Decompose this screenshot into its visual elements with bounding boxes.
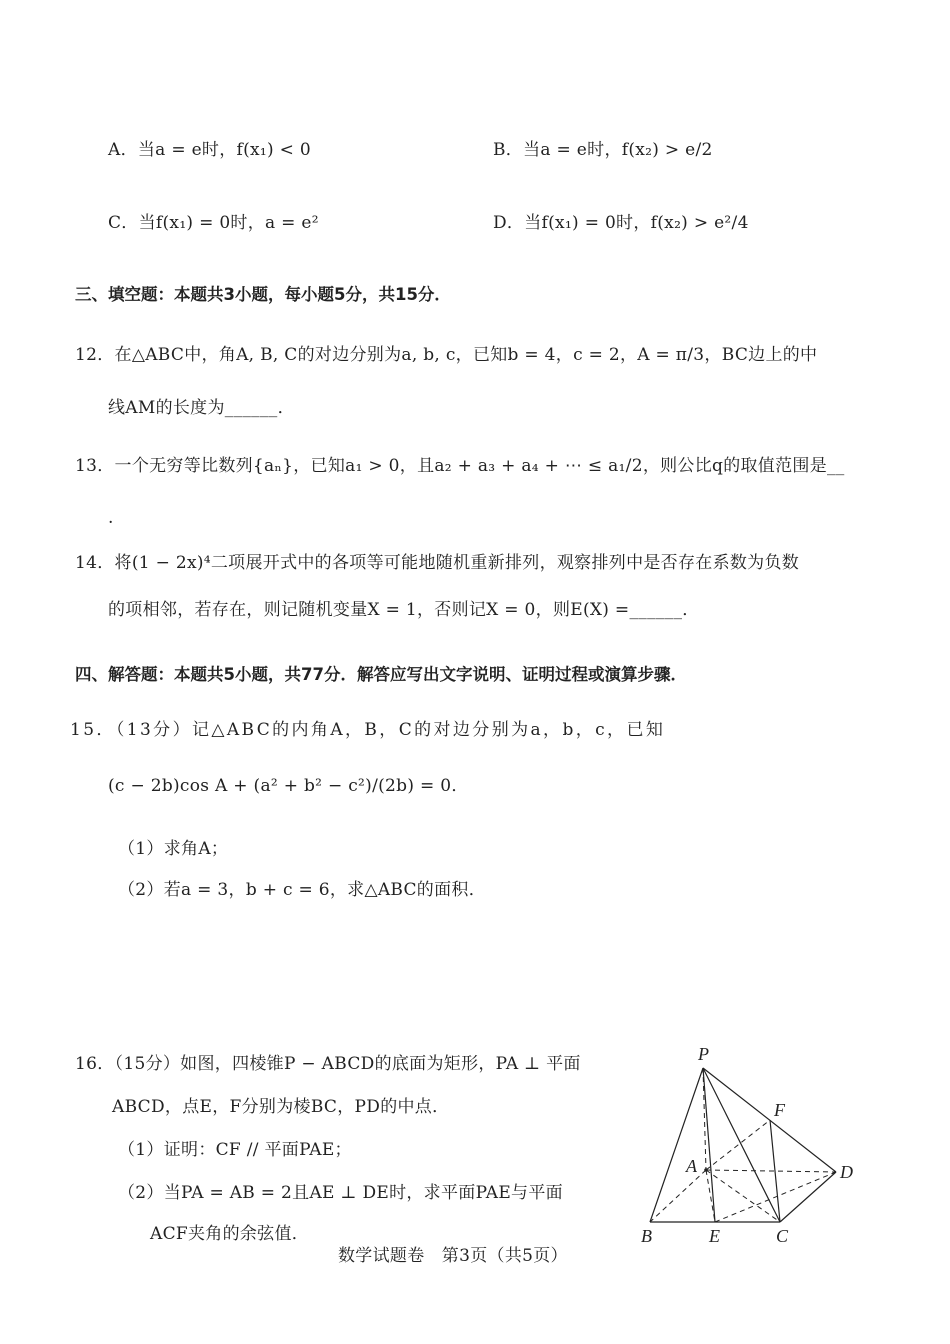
q16-part1: （1）证明：CF // 平面PAE； (118, 1140, 352, 1160)
q16-part2: （2）当PA = AB = 2且AE ⊥ DE时，求平面PAE与平面 (118, 1183, 563, 1203)
q16-part3: ACF夹角的余弦值． (150, 1224, 310, 1244)
option-c: C．当f(x₁) = 0时，a = e² (108, 213, 319, 233)
label-p: P (698, 1044, 709, 1064)
q16-line2: ABCD，点E，F分别为棱BC，PD的中点． (112, 1097, 450, 1117)
segment-pe (703, 1068, 715, 1222)
section-4-heading: 四、解答题：本题共5小题，共77分．解答应写出文字说明、证明过程或演算步骤． (75, 665, 687, 684)
q15-line2: (c − 2b)cos A + (a² + b² − c²)/(2b) = 0． (108, 776, 469, 796)
label-d: D (840, 1162, 853, 1182)
edge-ad (706, 1170, 836, 1172)
q15-line1: 15．（13分）记△ABC的内角A，B，C的对边分别为a，b，c，已知 (70, 720, 666, 740)
label-c: C (776, 1226, 789, 1246)
section-3-heading: 三、填空题：本题共3小题，每小题5分，共15分． (75, 285, 451, 304)
q13-line1: 13．一个无穷等比数列{aₙ}，已知a₁ > 0，且a₂ + a₃ + a₄ + ⋯ ≤ a₁/2，则公比q的取值范围是__ (75, 456, 845, 476)
point-a (704, 1168, 708, 1172)
q13-line2: . (108, 508, 114, 528)
segment-ac (706, 1170, 780, 1222)
segment-af (706, 1120, 770, 1170)
q14-line2: 的项相邻，若存在，则记随机变量X = 1，否则记X = 0，则E(X) =______． (108, 600, 700, 620)
q12-line1: 12．在△ABC中，角A, B, C的对边分别为a, b, c，已知b = 4，c = 2，A = π/3，BC边上的中 (75, 345, 818, 365)
q15-part1: （1）求角A； (118, 839, 229, 859)
option-a: A．当a = e时，f(x₁) < 0 (108, 140, 312, 160)
label-f: F (774, 1100, 785, 1120)
edge-pb (650, 1068, 703, 1222)
q16-line1: 16．（15分）如图，四棱锥P − ABCD的底面为矩形，PA ⊥ 平面 (75, 1054, 581, 1074)
q15-part2: （2）若a = 3，b + c = 6，求△ABC的面积． (118, 880, 487, 900)
q14-line1: 14．将(1 − 2x)⁴二项展开式中的各项等可能地随机重新排列，观察排列中是否存在系数为负数 (75, 553, 800, 573)
option-d: D．当f(x₁) = 0时，f(x₂) > e²/4 (493, 213, 749, 233)
pyramid-figure (640, 1040, 870, 1250)
page-footer: 数学试题卷 第3页（共5页） (338, 1246, 568, 1266)
label-b: B (641, 1226, 652, 1246)
q12-line2: 线AM的长度为______． (108, 398, 295, 418)
edge-cd (780, 1172, 836, 1222)
option-b: B．当a = e时，f(x₂) > e/2 (493, 140, 713, 160)
segment-ae (706, 1170, 715, 1222)
edge-pc (703, 1068, 780, 1222)
label-e: E (709, 1226, 720, 1246)
label-a: A (686, 1156, 697, 1176)
